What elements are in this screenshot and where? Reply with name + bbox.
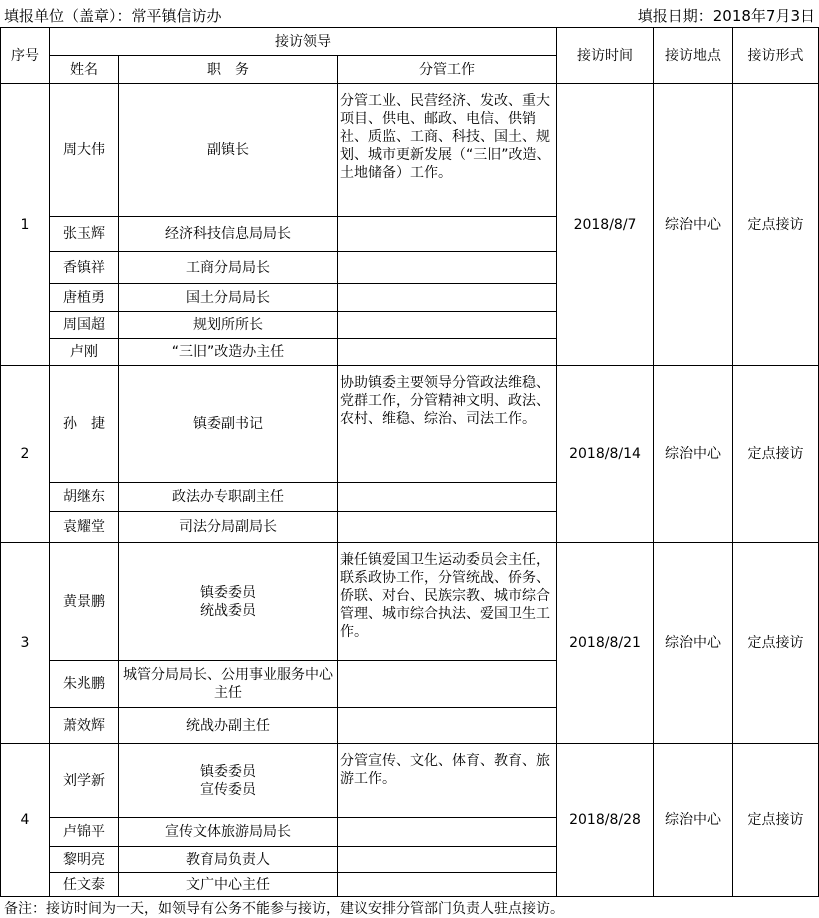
leader-name: 袁耀堂 — [50, 512, 119, 543]
sheet-header — [0, 0, 819, 28]
reception-time: 2018/8/14 — [557, 366, 654, 543]
table-row — [1, 543, 819, 661]
leader-position: 政法办专职副主任 — [119, 483, 338, 512]
leader-position: 国土分局局长 — [119, 284, 338, 312]
leader-name: 朱兆鹏 — [50, 661, 119, 708]
leader-position: 城管分局局长、公用事业服务中心主任 — [119, 661, 338, 708]
leader-duty — [338, 512, 557, 543]
leader-duty — [338, 312, 557, 339]
reporting-unit: 填报单位（盖章）：常平镇信访办 — [4, 7, 222, 25]
table-row — [1, 366, 819, 483]
reception-form: 定点接访 — [733, 543, 819, 744]
leader-name: 香镇祥 — [50, 252, 119, 284]
leader-duty — [338, 483, 557, 512]
leader-position: 文广中心主任 — [119, 873, 338, 897]
leader-name: 卢锦平 — [50, 818, 119, 847]
leader-position: 镇委委员 统战委员 — [119, 543, 338, 661]
reception-form: 定点接访 — [733, 84, 819, 366]
header-name: 姓名 — [50, 56, 119, 84]
reception-time: 2018/8/7 — [557, 84, 654, 366]
leader-name: 周大伟 — [50, 84, 119, 217]
leader-position: 宣传文体旅游局局长 — [119, 818, 338, 847]
table-row — [1, 84, 819, 217]
leader-position: 规划所所长 — [119, 312, 338, 339]
reception-time: 2018/8/28 — [557, 744, 654, 897]
leader-position: 经济科技信息局局长 — [119, 217, 338, 252]
reception-place: 综治中心 — [654, 366, 733, 543]
reception-place: 综治中心 — [654, 84, 733, 366]
footnote: 备注：接访时间为一天，如领导有公务不能参与接访，建议安排分管部门负责人驻点接访。 — [4, 901, 564, 917]
leader-position: 教育局负责人 — [119, 847, 338, 873]
leader-name: 卢刚 — [50, 339, 119, 366]
header-seq: 序号 — [1, 28, 50, 84]
reporting-date: 填报日期：2018年7月3日 — [637, 7, 815, 25]
leader-duty — [338, 661, 557, 708]
reception-schedule-table — [0, 27, 819, 897]
leader-position: 司法分局副局长 — [119, 512, 338, 543]
leader-duty: 分管工业、民营经济、发改、重大项目、供电、邮政、电信、供销社、质监、工商、科技、国土、规划、城市更新发展（“三旧”改造、土地储备）工作。 — [338, 84, 557, 217]
leader-name: 胡继东 — [50, 483, 119, 512]
group-seq: 2 — [1, 366, 50, 543]
leader-name: 任文泰 — [50, 873, 119, 897]
leader-name: 唐植勇 — [50, 284, 119, 312]
header-form: 接访形式 — [733, 28, 819, 84]
header-leader-group: 接访领导 — [50, 28, 557, 56]
leader-duty — [338, 708, 557, 744]
leader-position: 工商分局局长 — [119, 252, 338, 284]
leader-name: 孙 捷 — [50, 366, 119, 483]
leader-duty: 协助镇委主要领导分管政法维稳、党群工作，分管精神文明、政法、农村、维稳、综治、司法工作。 — [338, 366, 557, 483]
reception-time: 2018/8/21 — [557, 543, 654, 744]
leader-name: 刘学新 — [50, 744, 119, 818]
table-row — [1, 744, 819, 818]
leader-name: 黎明亮 — [50, 847, 119, 873]
leader-name: 周国超 — [50, 312, 119, 339]
leader-duty: 兼任镇爱国卫生运动委员会主任，联系政协工作，分管统战、侨务、侨联、对台、民族宗教、城市综合管理、城市综合执法、爱国卫生工作。 — [338, 543, 557, 661]
leader-duty — [338, 284, 557, 312]
header-position: 职 务 — [119, 56, 338, 84]
group-seq: 4 — [1, 744, 50, 897]
reception-form: 定点接访 — [733, 744, 819, 897]
reception-place: 综治中心 — [654, 543, 733, 744]
group-seq: 1 — [1, 84, 50, 366]
leader-position: 统战办副主任 — [119, 708, 338, 744]
group-seq: 3 — [1, 543, 50, 744]
leader-name: 萧效辉 — [50, 708, 119, 744]
leader-duty — [338, 847, 557, 873]
leader-duty: 分管宣传、文化、体育、教育、旅游工作。 — [338, 744, 557, 818]
leader-duty — [338, 873, 557, 897]
leader-name: 黄景鹏 — [50, 543, 119, 661]
reception-place: 综治中心 — [654, 744, 733, 897]
leader-duty — [338, 818, 557, 847]
header-time: 接访时间 — [557, 28, 654, 84]
leader-name: 张玉辉 — [50, 217, 119, 252]
leader-duty — [338, 339, 557, 366]
leader-duty — [338, 252, 557, 284]
leader-position: 镇委副书记 — [119, 366, 338, 483]
leader-position: 副镇长 — [119, 84, 338, 217]
leader-position: 镇委委员 宣传委员 — [119, 744, 338, 818]
header-duty: 分管工作 — [338, 56, 557, 84]
leader-duty — [338, 217, 557, 252]
reception-form: 定点接访 — [733, 366, 819, 543]
leader-position: “三旧”改造办主任 — [119, 339, 338, 366]
header-place: 接访地点 — [654, 28, 733, 84]
